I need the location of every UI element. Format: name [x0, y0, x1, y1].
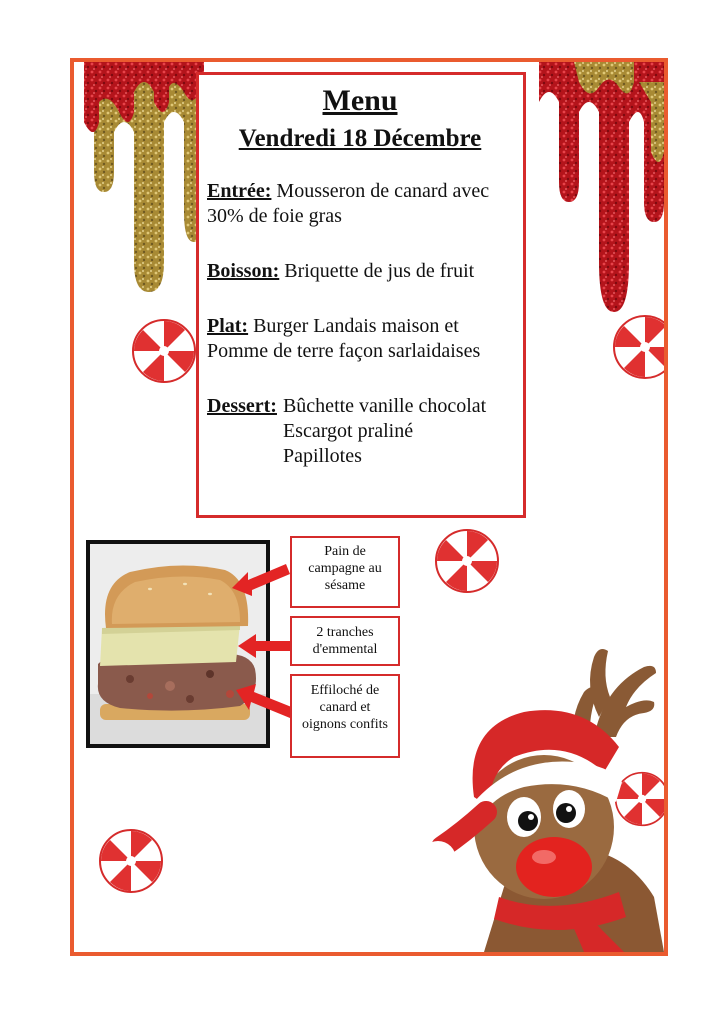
course-dessert-label: Dessert:: [207, 395, 277, 417]
callout-bun: Pain de campagne au sésame: [290, 536, 400, 608]
arrow-left-icon: [230, 558, 292, 598]
dessert-item: Bûchette vanille chocolat: [282, 395, 487, 417]
page-frame: [70, 58, 668, 956]
course-dessert: [207, 394, 513, 469]
menu-date: Vendredi 18 Décembre: [238, 125, 482, 152]
course-boisson-text: Briquette de jus de fruit: [284, 260, 475, 282]
course-plat-text: Burger Landais maison et Pomme de terre façon sarlaidaises: [207, 315, 481, 362]
course-boisson: [207, 259, 513, 284]
dessert-item: Escargot praliné: [282, 420, 414, 442]
callout-meat: Effiloché de canard et oignons confits: [290, 674, 400, 758]
dessert-items: [283, 394, 486, 469]
menu-title: Menu: [322, 84, 398, 117]
peppermint-candy-icon: [434, 528, 500, 594]
dessert-item: Papillotes: [282, 445, 362, 467]
peppermint-candy-icon: [612, 314, 668, 380]
callout-cheese: 2 tranches d'emmental: [290, 616, 400, 666]
arrow-left-icon: [234, 682, 296, 722]
peppermint-candy-icon: [98, 828, 164, 894]
course-entree-label: Entrée:: [207, 180, 272, 202]
course-plat-label: Plat:: [207, 315, 249, 337]
peppermint-candy-icon: [131, 318, 197, 384]
arrow-left-icon: [236, 632, 296, 660]
reindeer-illustration: [394, 597, 664, 952]
menu-box: [196, 72, 526, 518]
course-entree: [207, 179, 513, 229]
course-plat: [207, 314, 513, 364]
course-entree-text: Mousseron de canard avec 30% de foie gras: [207, 180, 490, 227]
course-boisson-label: Boisson:: [207, 260, 280, 282]
